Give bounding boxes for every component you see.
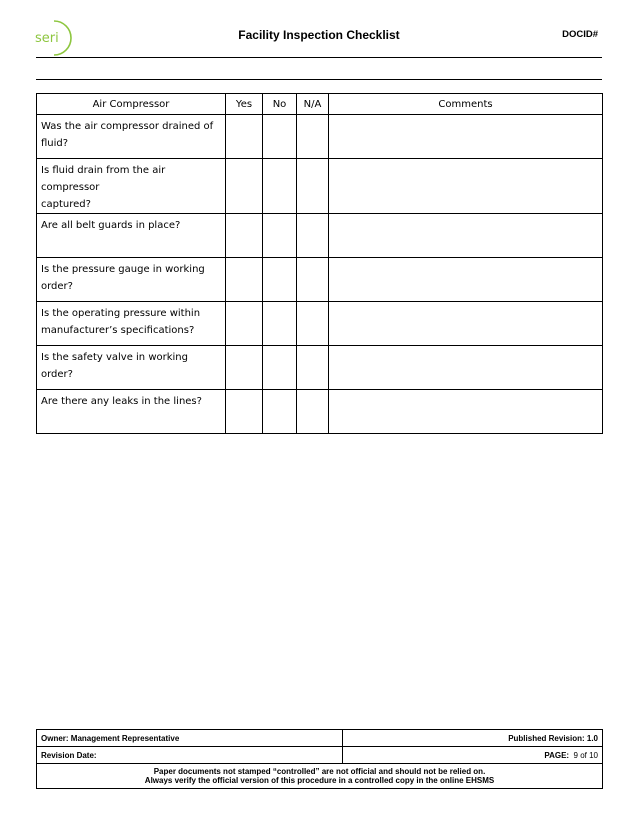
header-divider-bottom	[36, 79, 602, 80]
no-cell[interactable]	[263, 346, 297, 390]
comments-cell[interactable]	[329, 258, 603, 302]
question-text: Are there any leaks in the lines?	[41, 396, 202, 407]
yes-cell[interactable]	[226, 258, 263, 302]
logo-text: seri	[35, 31, 59, 46]
notice-line-2: Always verify the official version of this procedure in a controlled copy in the online EHSMS	[144, 776, 495, 785]
na-cell[interactable]	[297, 390, 329, 434]
question-cell	[37, 159, 226, 214]
na-cell[interactable]	[297, 159, 329, 214]
column-header-no: No	[263, 94, 297, 115]
no-cell[interactable]	[263, 214, 297, 258]
page-number: 9 of 10	[573, 750, 598, 760]
na-cell[interactable]	[297, 302, 329, 346]
yes-cell[interactable]	[226, 159, 263, 214]
question-text: Was the air compressor drained of	[41, 121, 214, 132]
no-cell[interactable]	[263, 159, 297, 214]
table-row	[37, 214, 603, 258]
footer-row-revision	[37, 747, 603, 764]
question-cell	[37, 115, 226, 159]
yes-cell[interactable]	[226, 302, 263, 346]
question-text: captured?	[41, 199, 91, 210]
na-cell[interactable]	[297, 115, 329, 159]
no-cell[interactable]	[263, 302, 297, 346]
na-cell[interactable]	[297, 258, 329, 302]
document-title: Facility Inspection Checklist	[238, 28, 400, 42]
column-header-na: N/A	[297, 94, 329, 115]
document-footer	[36, 729, 603, 789]
footer-row-owner	[37, 730, 603, 747]
page-header	[0, 0, 638, 70]
question-cell	[37, 346, 226, 390]
question-text: manufacturer’s specifications?	[41, 325, 195, 336]
question-text: order?	[41, 281, 73, 292]
no-cell[interactable]	[263, 115, 297, 159]
no-cell[interactable]	[263, 258, 297, 302]
comments-cell[interactable]	[329, 115, 603, 159]
column-header-yes: Yes	[226, 94, 263, 115]
question-text: fluid?	[41, 138, 69, 149]
notice-line-1: Paper documents not stamped “controlled” are not official and should not be relied on.	[153, 766, 486, 776]
doc-id: DOCID#	[562, 29, 598, 40]
comments-cell[interactable]	[329, 159, 603, 214]
comments-cell[interactable]	[329, 302, 603, 346]
yes-cell[interactable]	[226, 390, 263, 434]
question-text: Are all belt guards in place?	[41, 220, 181, 231]
question-text: Is the pressure gauge in working	[41, 264, 205, 275]
inspection-checklist-table	[36, 93, 603, 434]
table-row	[37, 346, 603, 390]
question-text: Is the operating pressure within	[41, 308, 201, 319]
question-cell	[37, 258, 226, 302]
question-text: Is the safety valve in working order?	[41, 352, 188, 380]
na-cell[interactable]	[297, 214, 329, 258]
table-row	[37, 115, 603, 159]
control-notice	[37, 764, 603, 789]
revision-date-label: Revision Date:	[37, 747, 343, 764]
column-header-comments: Comments	[329, 94, 603, 115]
table-row	[37, 390, 603, 434]
comments-cell[interactable]	[329, 390, 603, 434]
column-header-air-compressor: Air Compressor	[37, 94, 226, 115]
question-cell	[37, 390, 226, 434]
table-header-row	[37, 94, 603, 115]
owner-label: Owner: Management Representative	[37, 730, 343, 747]
table-row	[37, 302, 603, 346]
page-label: PAGE:	[544, 750, 570, 760]
footer-row-notice	[37, 764, 603, 789]
header-divider-top	[36, 57, 602, 58]
comments-cell[interactable]	[329, 346, 603, 390]
question-text: Is fluid drain from the air compressor	[41, 165, 166, 193]
yes-cell[interactable]	[226, 214, 263, 258]
table-row	[37, 258, 603, 302]
yes-cell[interactable]	[226, 346, 263, 390]
na-cell[interactable]	[297, 346, 329, 390]
question-cell	[37, 214, 226, 258]
comments-cell[interactable]	[329, 214, 603, 258]
yes-cell[interactable]	[226, 115, 263, 159]
no-cell[interactable]	[263, 390, 297, 434]
table-row	[37, 159, 603, 214]
published-revision: Published Revision: 1.0	[343, 730, 603, 747]
page-indicator	[343, 747, 603, 764]
question-cell	[37, 302, 226, 346]
